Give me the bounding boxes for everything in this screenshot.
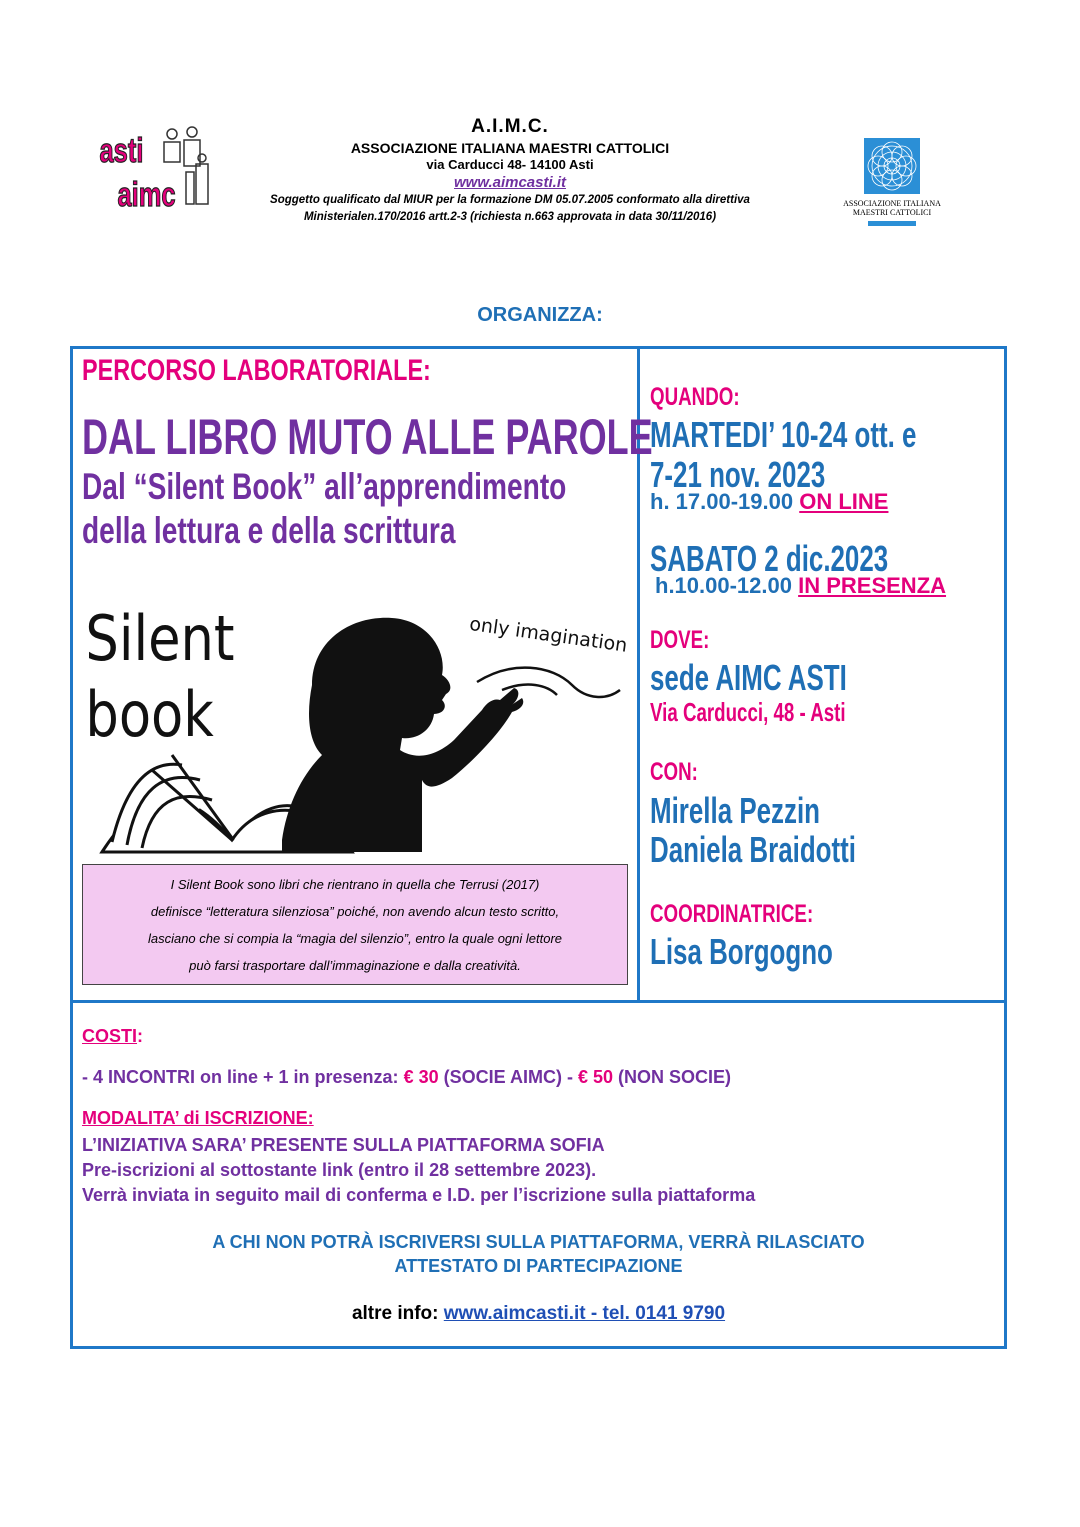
date-saturday: SABATO 2 dic.2023: [650, 538, 889, 579]
dates-line-1: MARTEDI’ 10-24 ott. e: [650, 414, 917, 455]
coordinator-label: COORDINATRICE:: [650, 900, 814, 928]
modalita-line-3: Verrà inviata in seguito mail di conferma e I.D. per l’iscrizione sulla piattaforma: [82, 1185, 756, 1205]
organizza-heading: ORGANIZZA:: [477, 304, 603, 326]
course-subtitle-line-2: della lettura e della scrittura: [82, 510, 456, 551]
info-link[interactable]: www.aimcasti.it - tel. 0141 9790: [443, 1303, 726, 1324]
org-full-name: ASSOCIAZIONE ITALIANA MAESTRI CATTOLICI: [350, 140, 670, 156]
accreditation-note-line-2: Ministerialen.170/2016 artt.2-3 (richiesta n.663 approvata in data 30/11/2016): [303, 211, 717, 223]
org-acronym: A.I.M.C.: [471, 116, 549, 137]
book-word: book: [85, 678, 214, 752]
venue-name: sede AIMC ASTI: [650, 657, 847, 698]
price-members-note: (SOCIE AIMC) -: [443, 1067, 573, 1087]
section-divider: [72, 1000, 1005, 1003]
aimc-national-logo: [840, 136, 944, 228]
wind-swirl-icon: [477, 668, 620, 697]
national-logo-line-2: MAESTRI CATTOLICI: [852, 208, 932, 217]
course-subtitle-line-1: Dal “Silent Book” all’apprendimento: [82, 466, 567, 507]
logo-word-asti: asti: [99, 132, 144, 170]
notice-line-2: ATTESTATO DI PARTECIPAZIONE: [394, 1256, 683, 1276]
costi-heading: [82, 1026, 143, 1047]
certificate-notice: [72, 1230, 1005, 1278]
silent-book-note-box: [82, 864, 628, 985]
costi-label: COSTI: [82, 1026, 138, 1046]
modalita-body: [82, 1133, 755, 1208]
coordinator-name: Lisa Borgogno: [650, 931, 833, 972]
time-presence: h.10.00-12.00: [655, 573, 792, 598]
speaker-1: Mirella Pezzin: [650, 790, 820, 831]
course-subtitle-1-wrap: [82, 466, 719, 508]
accreditation-note-line-1: Soggetto qualificato dal MIUR per la formazione DM 05.07.2005 conformato alla direttiva: [270, 194, 750, 206]
asti-aimc-logo: [98, 124, 213, 210]
note-line-1: I Silent Book sono libri che rientrano in quella che Terrusi (2017): [170, 877, 540, 892]
speaker-2: Daniela Braidotti: [650, 829, 856, 870]
silent-word: Silent: [85, 602, 235, 676]
note-line-2: definisce “letteratura silenziosa” poiché, non avendo alcun testo scritto,: [150, 904, 560, 919]
schedule-1: [650, 489, 888, 515]
price-non-members: € 50: [577, 1067, 614, 1087]
contact-info: [72, 1303, 1005, 1325]
dove-label: DOVE:: [650, 626, 710, 654]
costi-prefix: - 4 INCONTRI on line + 1 in presenza:: [82, 1067, 399, 1087]
header-block: [200, 116, 820, 226]
costi-colon: :: [137, 1026, 144, 1046]
course-kicker-wrap: [82, 354, 529, 388]
venue-address: Via Carducci, 48 - Asti: [650, 697, 846, 727]
mode-presence: IN PRESENZA: [798, 573, 947, 598]
con-label: CON:: [650, 758, 698, 786]
price-members: € 30: [403, 1067, 439, 1087]
modalita-line-2: Pre-iscrizioni al sottostante link (entro il 28 settembre 2023).: [82, 1160, 597, 1180]
header-website-link[interactable]: www.aimcasti.it: [454, 174, 566, 191]
course-title: DAL LIBRO MUTO ALLE PAROLE: [82, 409, 653, 465]
note-line-3: lasciano che si compia la “magia del silenzio”, entro la quale ogni lettore: [147, 931, 563, 946]
costi-line: [82, 1067, 731, 1088]
rosette-icon: [862, 136, 922, 196]
time-online: h. 17.00-19.00: [650, 489, 794, 514]
info-label: altre info:: [351, 1303, 439, 1324]
org-address: via Carducci 48- 14100 Asti: [426, 157, 594, 172]
course-subtitle-2-wrap: [82, 510, 573, 552]
logo-word-aimc: aimc: [117, 176, 176, 210]
course-kicker: PERCORSO LABORATORIALE:: [82, 354, 431, 387]
price-non-members-note: (NON SOCIE): [618, 1067, 732, 1087]
note-line-4: può farsi trasportare dall’immaginazione e dalla creatività.: [189, 958, 521, 973]
bubble-text: only imagination: [468, 612, 629, 657]
modalita-heading: MODALITA’ di ISCRIZIONE:: [82, 1108, 314, 1128]
notice-line-1: A CHI NON POTRÀ ISCRIVERSI SULLA PIATTAFORMA, VERRÀ RILASCIATO: [212, 1232, 865, 1252]
dates-line-2: 7-21 nov. 2023: [650, 454, 826, 495]
national-logo-line-1: ASSOCIAZIONE ITALIANA: [843, 199, 941, 208]
quando-label: QUANDO:: [650, 383, 740, 411]
child-silhouette-icon: [282, 618, 523, 852]
silent-book-illustration: [82, 590, 632, 870]
mode-online: ON LINE: [799, 489, 889, 514]
modalita-line-1: L’INIZIATIVA SARA’ PRESENTE SULLA PIATTAFORMA SOFIA: [82, 1135, 605, 1155]
schedule-2: [655, 573, 946, 599]
